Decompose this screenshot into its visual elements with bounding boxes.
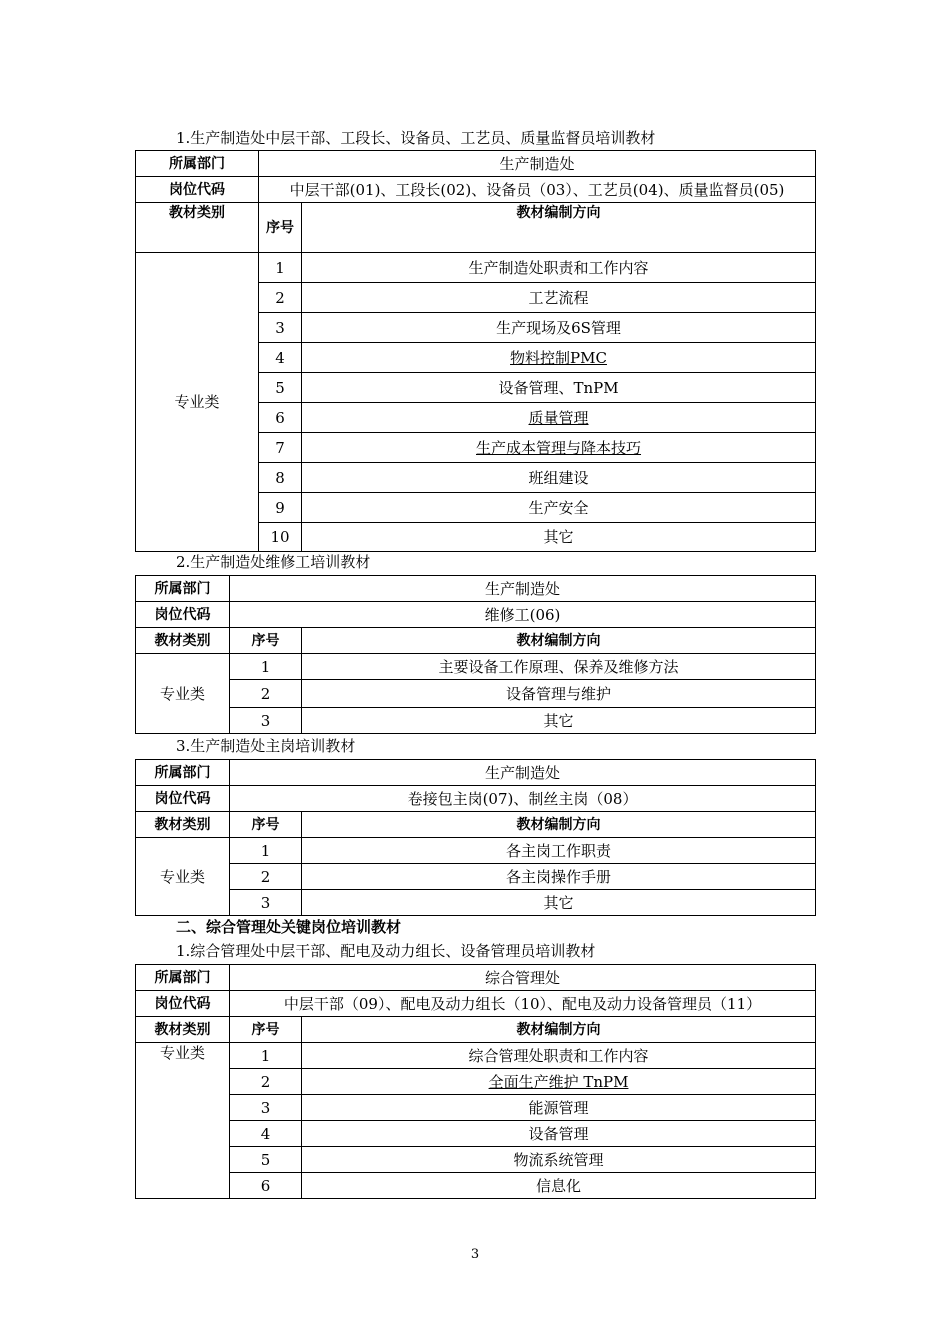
row-text: 各主岗工作职责 <box>302 838 816 864</box>
category-label: 教材类别 <box>136 628 230 654</box>
dept-value: 综合管理处 <box>230 965 816 991</box>
row-number: 3 <box>230 1095 302 1121</box>
direction-label: 教材编制方向 <box>302 203 816 253</box>
row-number: 3 <box>259 313 302 343</box>
row-text: 物流系统管理 <box>302 1147 816 1173</box>
row-number: 1 <box>230 654 302 680</box>
underlined-text: 物料控制PMC <box>510 348 607 367</box>
row-number: 6 <box>259 403 302 433</box>
category-label: 教材类别 <box>136 812 230 838</box>
row-text: 设备管理与维护 <box>302 680 816 708</box>
underlined-text: 生产成本管理与降本技巧 <box>476 438 642 457</box>
row-text: 信息化 <box>302 1173 816 1199</box>
row-number: 3 <box>230 890 302 916</box>
dept-label: 所属部门 <box>136 151 259 177</box>
row-text: 其它 <box>302 523 816 552</box>
category-value: 专业类 <box>136 1043 230 1199</box>
row-number: 1 <box>230 1043 302 1069</box>
row-number: 1 <box>230 838 302 864</box>
dept-value: 生产制造处 <box>230 576 816 602</box>
row-text <box>302 343 816 373</box>
row-text: 生产安全 <box>302 493 816 523</box>
row-text: 综合管理处职责和工作内容 <box>302 1043 816 1069</box>
dept-label: 所属部门 <box>136 760 230 786</box>
code-label: 岗位代码 <box>136 177 259 203</box>
row-number: 2 <box>230 1069 302 1095</box>
row-text <box>302 433 816 463</box>
row-text: 生产制造处职责和工作内容 <box>302 253 816 283</box>
category-label: 教材类别 <box>136 203 259 253</box>
row-text: 其它 <box>302 708 816 734</box>
row-text: 班组建设 <box>302 463 816 493</box>
row-number: 4 <box>259 343 302 373</box>
row-number: 6 <box>230 1173 302 1199</box>
chapter-heading: 二、综合管理处关键岗位培训教材 <box>176 918 402 936</box>
row-number: 2 <box>230 680 302 708</box>
row-text: 其它 <box>302 890 816 916</box>
row-text: 生产现场及6S管理 <box>302 313 816 343</box>
dept-value: 生产制造处 <box>259 151 816 177</box>
row-text: 能源管理 <box>302 1095 816 1121</box>
training-table <box>135 150 816 552</box>
row-text <box>302 1069 816 1095</box>
row-text: 设备管理、TnPM <box>302 373 816 403</box>
code-value: 中层干部(01)、工段长(02)、设备员（03）、工艺员(04)、质量监督员(05) <box>259 177 816 203</box>
row-number: 9 <box>259 493 302 523</box>
direction-label: 教材编制方向 <box>302 628 816 654</box>
row-number: 2 <box>259 283 302 313</box>
row-text: 工艺流程 <box>302 283 816 313</box>
seq-label: 序号 <box>230 628 302 654</box>
row-text: 设备管理 <box>302 1121 816 1147</box>
code-label: 岗位代码 <box>136 786 230 812</box>
code-label: 岗位代码 <box>136 602 230 628</box>
row-text <box>302 403 816 433</box>
code-value: 中层干部（09）、配电及动力组长（10）、配电及动力设备管理员（11） <box>230 991 816 1017</box>
row-number: 8 <box>259 463 302 493</box>
row-text: 各主岗操作手册 <box>302 864 816 890</box>
category-label: 教材类别 <box>136 1017 230 1043</box>
row-number: 5 <box>259 373 302 403</box>
code-value: 维修工(06) <box>230 602 816 628</box>
direction-label: 教材编制方向 <box>302 812 816 838</box>
underlined-text: 质量管理 <box>528 408 589 427</box>
page-number: 3 <box>470 1247 480 1262</box>
training-table <box>135 575 816 734</box>
section-title: 3.生产制造处主岗培训教材 <box>176 737 356 755</box>
row-number: 10 <box>259 523 302 552</box>
category-value: 专业类 <box>136 838 230 916</box>
row-number: 2 <box>230 864 302 890</box>
direction-label: 教材编制方向 <box>302 1017 816 1043</box>
section-title: 1.生产制造处中层干部、工段长、设备员、工艺员、质量监督员培训教材 <box>176 129 656 147</box>
row-number: 5 <box>230 1147 302 1173</box>
seq-label: 序号 <box>230 1017 302 1043</box>
row-number: 1 <box>259 253 302 283</box>
section-title: 2.生产制造处维修工培训教材 <box>176 553 371 571</box>
section-title: 1.综合管理处中层干部、配电及动力组长、设备管理员培训教材 <box>176 942 596 960</box>
dept-label: 所属部门 <box>136 965 230 991</box>
category-value: 专业类 <box>136 253 259 552</box>
underlined-text: 全面生产维护 TnPM <box>488 1072 629 1091</box>
row-number: 7 <box>259 433 302 463</box>
row-number: 3 <box>230 708 302 734</box>
seq-label: 序号 <box>230 812 302 838</box>
training-table <box>135 964 816 1199</box>
dept-value: 生产制造处 <box>230 760 816 786</box>
row-text: 主要设备工作原理、保养及维修方法 <box>302 654 816 680</box>
row-number: 4 <box>230 1121 302 1147</box>
seq-label: 序号 <box>259 203 302 253</box>
code-value: 卷接包主岗(07)、制丝主岗（08） <box>230 786 816 812</box>
dept-label: 所属部门 <box>136 576 230 602</box>
code-label: 岗位代码 <box>136 991 230 1017</box>
category-value: 专业类 <box>136 654 230 734</box>
training-table <box>135 759 816 916</box>
